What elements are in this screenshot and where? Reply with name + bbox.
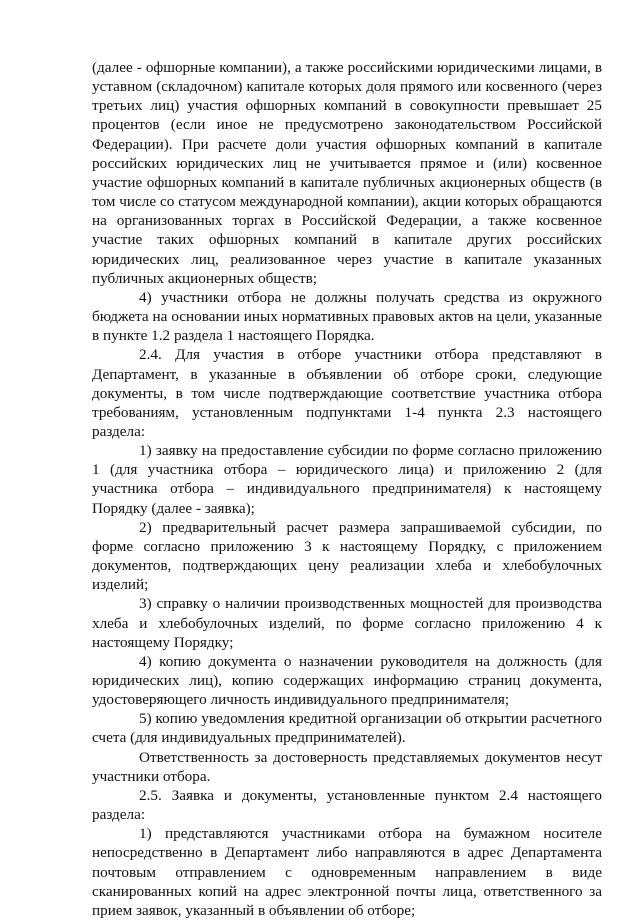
paragraph-2-5-item-1: 1) представляются участниками отбора на бумажном носителе непосредственно в Департамент либо направляются в адрес Департамента почтовым отправлением с одновременным направлением в виде сканированных копий на адрес электронной почты лица, ответственного за прием заявок, указанный в объявлении об отборе; <box>92 825 602 919</box>
paragraph-2-4-item-5: 5) копию уведомления кредитной организации об открытии расчетного счета (для индивидуальных предпринимателей). <box>92 710 602 747</box>
paragraph-2-4-item-3: 3) справку о наличии производственных мощностей для производства хлеба и хлебобулочных изделий, по форме согласно приложению 4 к настоящему Порядку; <box>92 595 602 651</box>
paragraph-2-4-heading: 2.4. Для участия в отборе участники отбора представляют в Департамент, в указанные в объявлении об отборе сроки, следующие документы, в том числе подтверждающие соответствие участника отбора требованиям, установленным подпунктами 1-4 пункта 2.3 настоящего раздела: <box>92 346 602 440</box>
paragraph-offshore-participation: (далее - офшорные компании), а также российскими юридическими лицами, в уставном (складочном) капитале которых доля прямого или косвенного (через третьих лиц) участия офшорных компаний в совокупности превышает 25 процентов (если иное не предусмотрено законодательством Российской Федерации). При расчете доли участия офшорных компаний в капитале российских юридических лиц не учитывается прямое и (или) косвенное участие офшорных компаний в капитале публичных акционерных обществ (в том числе со статусом международной компании), акции которых обращаются на организованных торгах в Российской Федерации, а также косвенное участие таких офшорных компаний в капитале других российских юридических лиц, реализованное через участие в капитале указанных публичных акционерных обществ; <box>92 59 602 287</box>
paragraph-2-5-heading: 2.5. Заявка и документы, установленные пунктом 2.4 настоящего раздела: <box>92 786 602 824</box>
paragraph-item-4-budget: 4) участники отбора не должны получать средства из окружного бюджета на основании иных нормативных правовых актов на цели, указанные в пункте 1.2 раздела 1 настоящего Порядка. <box>92 288 602 345</box>
paragraph-responsibility: Ответственность за достоверность представляемых документов несут участники отбора. <box>92 748 602 785</box>
document-body <box>92 58 602 920</box>
paragraph-2-4-item-4: 4) копию документа о назначении руководителя на должность (для юридических лиц), копию содержащих информацию страниц документа, удостоверяющего личность индивидуального предпринимателя; <box>92 652 602 709</box>
paragraph-2-4-item-1: 1) заявку на предоставление субсидии по форме согласно приложению 1 (для участника отбора – юридического лица) и приложению 2 (для участника отбора – индивидуального предпринимателя) к настоящему Порядку (далее - заявка); <box>92 442 602 517</box>
paragraph-2-4-item-2: 2) предварительный расчет размера запрашиваемой субсидии, по форме согласно приложению 3 к настоящему Порядку, с приложением документов, подтверждающих цену реализации хлеба и хлебобулочных изделий; <box>92 518 602 594</box>
